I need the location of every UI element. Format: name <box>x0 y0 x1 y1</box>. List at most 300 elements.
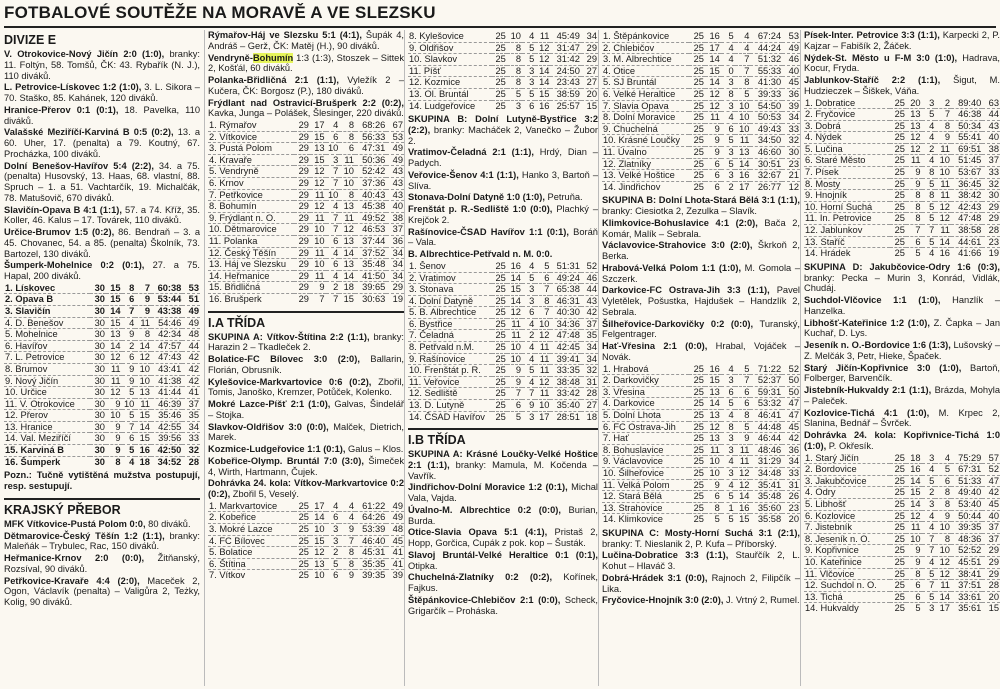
stat-cell: 25 <box>890 591 906 603</box>
result-paragraph <box>804 262 1000 294</box>
stat-cell: 41:66 <box>958 248 982 259</box>
team-cell: 13. Tichá <box>804 591 890 603</box>
result-details: Hrdý, Dian – Padych. <box>408 147 598 169</box>
team-cell: 6. Kozlovice <box>804 510 890 522</box>
result-paragraph <box>804 408 1000 430</box>
stat-cell: 14 <box>735 158 751 170</box>
stat-cell: 3 <box>522 284 535 296</box>
stat-cell: 34 <box>386 270 404 282</box>
stat-cell: 6 <box>705 170 721 182</box>
result-heading: SKUPINA B: Dolní Lutyně-Bystřice 3:2 (2:2), <box>408 114 598 135</box>
stat-cell: 29 <box>982 201 1000 213</box>
stat-cell: 15 <box>310 535 326 547</box>
page-title: FOTBALOVÉ SOUTĚŽE NA MORAVĚ A VE SLEZSKU <box>4 3 436 22</box>
stat-cell: 47:48 <box>951 213 982 225</box>
stat-cell: 4 <box>721 112 735 124</box>
table-row <box>4 421 200 433</box>
stat-cell: 10 <box>906 533 922 545</box>
stat-cell: 11 <box>535 342 550 354</box>
result-paragraph <box>4 227 200 259</box>
stat-cell: 9 <box>135 294 151 306</box>
table-row <box>4 283 200 294</box>
stat-cell: 5 <box>922 109 936 121</box>
stat-cell: 5 <box>735 421 751 433</box>
stat-cell: 46:44 <box>750 433 782 445</box>
team-cell: 13. Strahovice <box>602 502 689 514</box>
stat-cell: 59:31 <box>750 386 782 398</box>
result-heading: Fryčovice-Hnojník 3:0 (2:0), <box>602 595 724 606</box>
stat-cell: 36 <box>782 88 800 100</box>
stat-cell: 41 <box>386 547 404 559</box>
team-cell: 9. Frýdlant n. O. <box>208 212 294 224</box>
stat-cell: 11 <box>935 190 951 202</box>
stat-cell: 33:42 <box>550 388 580 400</box>
stat-cell: 11 <box>135 317 151 329</box>
team-cell: 4. FC Bílovec <box>208 535 294 547</box>
stat-cell: 15 <box>135 410 151 422</box>
result-heading: Určice-Brumov 1:5 (0:2), <box>4 227 115 237</box>
stat-cell: 52:42 <box>355 166 386 178</box>
stat-cell: 9 <box>935 510 951 522</box>
stat-cell: 29 <box>298 293 309 304</box>
team-cell: 6. Krnov <box>208 177 294 189</box>
stat-cell: 5 <box>922 201 936 213</box>
stat-cell: 41:44 <box>151 387 182 399</box>
stat-cell: 9 <box>106 398 122 410</box>
team-cell: 2. Darkovičky <box>602 375 689 387</box>
stat-cell: 47:31 <box>355 143 386 155</box>
stat-cell: 34 <box>782 456 800 468</box>
stat-cell: 34 <box>182 421 200 433</box>
stat-cell: 5 <box>935 464 951 476</box>
stat-cell: 2 <box>326 282 340 294</box>
result-paragraph <box>804 53 1000 75</box>
table-row <box>4 294 200 306</box>
stat-cell: 5 <box>515 411 521 422</box>
stat-cell: 5 <box>326 558 340 570</box>
team-cell: 2. Fryčovice <box>804 109 890 121</box>
stat-cell: 12 <box>735 479 751 491</box>
stat-cell: 25 <box>492 261 507 272</box>
stat-cell: 25 <box>689 146 705 158</box>
stat-cell: 41 <box>386 558 404 570</box>
stat-cell: 5 <box>122 387 136 399</box>
stat-cell: 49:43 <box>750 123 782 135</box>
stat-cell: 10 <box>735 123 751 135</box>
stat-cell: 11 <box>339 154 355 166</box>
stat-cell: 16 <box>135 445 151 457</box>
stat-cell: 9 <box>348 570 354 581</box>
stat-cell: 25 <box>492 330 507 342</box>
stat-cell: 14 <box>339 247 355 259</box>
result-heading: Kozmice-Ludgeřovice 1:1 (0:1), <box>208 444 346 454</box>
stat-cell: 29 <box>294 177 310 189</box>
result-paragraph <box>4 161 200 204</box>
stat-cell: 5 <box>721 398 735 410</box>
stat-cell: 1 <box>721 502 735 514</box>
standings-table-ib-b <box>602 364 800 525</box>
team-cell: 11. Úvalno <box>602 146 689 158</box>
table-row <box>208 177 404 189</box>
stat-cell: 36 <box>386 235 404 247</box>
stat-cell: 10 <box>339 177 355 189</box>
stat-cell: 10 <box>935 167 951 179</box>
result-heading: Jablunkov-Staříč 2:2 (1:1), <box>804 75 941 85</box>
stat-cell: 17 <box>539 411 550 422</box>
stat-cell: 10 <box>310 235 326 247</box>
stat-cell: 25 <box>890 201 906 213</box>
stat-cell: 38 <box>386 212 404 224</box>
stat-cell: 6 <box>735 386 751 398</box>
stat-cell: 9 <box>705 146 721 158</box>
stat-cell: 25 <box>492 342 507 354</box>
result-paragraph <box>804 75 1000 97</box>
table-row <box>602 375 800 387</box>
stat-cell: 12 <box>106 352 122 364</box>
stat-cell: 39:35 <box>362 570 386 581</box>
stat-cell: 15 <box>310 131 326 143</box>
stat-cell: 7 <box>906 225 922 237</box>
team-cell: 4. Dolní Datyně <box>408 295 492 307</box>
result-heading: V. Otrokovice-Nový Jičín 2:0 (1:0), <box>4 49 165 59</box>
stat-cell: 11 <box>906 155 922 167</box>
stat-cell: 7 <box>735 65 751 77</box>
result-heading: Písek-Inter. Petrovice 3:3 (1:1), <box>804 30 940 40</box>
team-cell: 6. Staré Město <box>804 155 890 167</box>
result-paragraph <box>602 285 800 317</box>
result-details: branky: Harazin 2 – Tkadleček 2. <box>208 331 404 353</box>
stat-cell: 12 <box>735 467 751 479</box>
stat-cell: 52 <box>982 464 1000 476</box>
stat-cell: 25 <box>689 421 705 433</box>
team-cell: 11. Veřovice <box>408 376 492 388</box>
stat-cell: 4 <box>522 31 535 42</box>
table-row <box>408 295 598 307</box>
stat-cell: 49 <box>386 143 404 155</box>
stat-cell: 14 <box>906 498 922 510</box>
column-3 <box>404 30 598 686</box>
stat-cell: 39 <box>782 100 800 112</box>
stat-cell: 67 <box>386 120 404 131</box>
result-paragraph <box>208 456 404 478</box>
stat-cell: 10 <box>705 467 721 479</box>
team-cell: 7. L. Petrovice <box>4 352 90 364</box>
stat-cell: 25 <box>689 409 705 421</box>
stat-cell: 7 <box>326 177 340 189</box>
stat-cell: 10 <box>507 342 522 354</box>
stat-cell: 15 <box>135 433 151 445</box>
stat-cell: 30 <box>90 352 106 364</box>
stat-cell: 30 <box>90 398 106 410</box>
table-row <box>804 487 1000 499</box>
stat-cell: 11 <box>535 353 550 365</box>
stat-cell: 23 <box>982 236 1000 248</box>
stat-cell: 8 <box>935 120 951 132</box>
stat-cell: 53:32 <box>750 398 782 410</box>
team-cell: 8. Dolní Moravice <box>602 112 689 124</box>
standings-table-krajsky-prebor <box>208 120 404 305</box>
stat-cell: 8 <box>721 88 735 100</box>
table-row <box>602 433 800 445</box>
stat-cell: 42:34 <box>151 329 182 341</box>
table-row <box>602 386 800 398</box>
result-paragraph <box>804 430 1000 452</box>
stat-cell: 6 <box>326 235 340 247</box>
stat-cell: 10 <box>507 353 522 365</box>
table-row <box>804 510 1000 522</box>
team-cell: 3. Dobrá <box>804 120 890 132</box>
stat-cell: 34 <box>581 31 598 42</box>
stat-cell: 53 <box>386 131 404 143</box>
stat-cell: 48:46 <box>750 444 782 456</box>
stat-cell: 10 <box>310 523 326 535</box>
stat-cell: 28:51 <box>556 411 580 422</box>
stat-cell: 7 <box>935 109 951 121</box>
stat-cell: 15 <box>705 65 721 77</box>
stat-cell: 37:36 <box>355 177 386 189</box>
table-row <box>208 235 404 247</box>
stat-cell: 8 <box>339 189 355 201</box>
stat-cell: 21 <box>782 170 800 182</box>
result-paragraph <box>408 114 598 146</box>
stat-cell: 4 <box>339 512 355 524</box>
stat-cell: 10 <box>935 155 951 167</box>
stat-cell: 4 <box>522 342 535 354</box>
table-row <box>408 42 598 54</box>
table-row <box>602 146 800 158</box>
stat-cell: 30 <box>90 305 106 317</box>
stat-cell: 52:37 <box>750 375 782 387</box>
stat-cell: 37:51 <box>951 580 982 592</box>
stat-cell: 11 <box>735 444 751 456</box>
result-heading: Jistebník-Hukvaldy 2:1 (1:1), <box>804 385 932 396</box>
stat-cell: 7 <box>326 224 340 236</box>
result-details: 80 diváků. <box>145 518 191 529</box>
stat-cell: 12 <box>705 88 721 100</box>
stat-cell: 25 <box>689 491 705 503</box>
stat-cell: 11 <box>935 580 951 592</box>
team-cell: 2. Vítkovice <box>208 131 294 143</box>
stat-cell: 25 <box>693 181 704 192</box>
stat-cell: 16 <box>735 502 751 514</box>
stat-cell: 4 <box>935 453 951 464</box>
table-row <box>208 131 404 143</box>
team-cell: 15. Karviná B <box>4 445 90 457</box>
stat-cell: 35:48 <box>355 259 386 271</box>
stat-cell: 25 <box>689 88 705 100</box>
table-row <box>804 98 1000 109</box>
team-cell: 2. Opava B <box>4 294 90 306</box>
table-row <box>208 189 404 201</box>
stat-cell: 25 <box>492 65 507 77</box>
stat-cell: 56:33 <box>355 131 386 143</box>
stat-cell: 12 <box>906 510 922 522</box>
stat-cell: 4 <box>326 270 340 282</box>
stat-cell: 42 <box>982 487 1000 499</box>
result-paragraph <box>602 595 800 606</box>
stat-cell: 11 <box>705 444 721 456</box>
stat-cell: 4 <box>735 42 751 54</box>
result-paragraph <box>4 531 200 553</box>
table-row <box>408 77 598 89</box>
result-details: Pavel Vyletělek, Pošustka, Hajdušek – Handzlík 2, Sebrala. <box>602 285 800 317</box>
result-paragraph <box>408 482 598 504</box>
stat-cell: 23:43 <box>550 77 580 89</box>
stat-cell: 6 <box>326 512 340 524</box>
stat-cell: 25 <box>492 365 507 377</box>
team-cell: 2. Vratimov <box>408 272 492 284</box>
stat-cell: 5 <box>922 213 936 225</box>
column-5 <box>800 30 1000 686</box>
table-row <box>602 479 800 491</box>
stat-cell: 6 <box>339 143 355 155</box>
stat-cell: 3 <box>522 65 535 77</box>
team-cell: 14. Hukvaldy <box>805 603 859 614</box>
table-row <box>602 135 800 147</box>
stat-cell: 3 <box>721 100 735 112</box>
stat-cell: 53:44 <box>151 294 182 306</box>
section-heading-ib-trida: I.B TŘÍDA <box>408 428 598 448</box>
stat-cell: 25 <box>689 112 705 124</box>
stat-cell: 27 <box>581 400 598 412</box>
stat-cell: 2 <box>935 98 951 109</box>
stat-cell: 25 <box>492 54 507 66</box>
stat-cell: 25 <box>689 123 705 135</box>
stat-cell: 4 <box>922 464 936 476</box>
stat-cell: 29 <box>982 545 1000 557</box>
table-row <box>602 514 800 525</box>
stat-cell: 4 <box>122 317 136 329</box>
stat-cell: 25 <box>294 523 310 535</box>
stat-cell: 29 <box>294 224 310 236</box>
table-row <box>804 213 1000 225</box>
stat-cell: 25 <box>492 307 507 319</box>
stat-cell: 37 <box>182 398 200 410</box>
result-details: Šigut, M. Hudzieczek – Šiškek, Váňa. <box>804 75 1000 96</box>
stat-cell: 25 <box>689 100 705 112</box>
team-cell: 1. Starý Jičín <box>804 453 890 464</box>
stat-cell: 3 <box>721 375 735 387</box>
stat-cell: 32 <box>782 135 800 147</box>
table-row <box>804 522 1000 534</box>
stat-cell: 5 <box>535 261 550 272</box>
table-row <box>408 284 598 296</box>
stat-cell: 42 <box>782 433 800 445</box>
stat-cell: 5 <box>922 475 936 487</box>
stat-cell: 29 <box>294 189 310 201</box>
stat-cell: 42:55 <box>151 421 182 433</box>
team-cell: 4. Kravaře <box>208 154 294 166</box>
result-heading: Nýdek-St. Město u F-M 3:0 (1:0), <box>804 52 958 63</box>
stat-cell: 25 <box>492 353 507 365</box>
result-paragraph <box>208 332 404 354</box>
stat-cell: 30:51 <box>750 158 782 170</box>
table-row <box>4 433 200 445</box>
masthead <box>4 2 996 28</box>
stat-cell: 12 <box>788 181 799 192</box>
stat-cell: 7 <box>922 225 936 237</box>
stat-cell: 11 <box>507 330 522 342</box>
result-details: Vyležík 2 – Kučera, ČK: Borgosz (P.), 180 diváků. <box>208 75 404 96</box>
stat-cell: 3 <box>721 77 735 89</box>
stat-cell: 31:29 <box>750 456 782 468</box>
table-row <box>208 259 404 271</box>
result-details: Stauřčík 2, L. Kohut – Hlaváč 3. <box>602 550 800 572</box>
stat-cell: 11 <box>339 212 355 224</box>
stat-cell: 51:33 <box>951 475 982 487</box>
stat-cell: 18 <box>586 411 597 422</box>
stat-cell: 30:63 <box>362 293 386 304</box>
stat-cell: 3 <box>721 146 735 158</box>
table-row <box>602 54 800 66</box>
team-cell: 1. Hrabová <box>602 364 689 375</box>
stat-cell: 9 <box>735 433 751 445</box>
stat-cell: 25 <box>890 475 906 487</box>
stat-cell: 11 <box>935 143 951 155</box>
stat-cell: 5 <box>122 410 136 422</box>
stat-cell: 15 <box>106 283 122 294</box>
stat-cell: 11 <box>310 270 326 282</box>
stat-cell: 41:50 <box>355 270 386 282</box>
table-row <box>208 212 404 224</box>
table-row <box>804 236 1000 248</box>
team-cell: 10. Šilheřovice <box>602 467 689 479</box>
result-paragraph <box>4 260 200 282</box>
stat-cell: 11 <box>735 456 751 468</box>
table-row <box>408 65 598 77</box>
table-row <box>602 181 800 192</box>
stat-cell: 25 <box>492 42 507 54</box>
team-cell: 13. Hranice <box>4 421 90 433</box>
stat-cell: 19 <box>988 248 999 259</box>
stat-cell: 37:44 <box>355 235 386 247</box>
stat-cell: 7 <box>122 421 136 433</box>
stat-cell: 25 <box>890 190 906 202</box>
stat-cell: 7 <box>122 305 136 317</box>
stat-cell: 46:38 <box>951 109 982 121</box>
result-heading: Hrabová-Velká Polom 1:1 (1:0), <box>602 262 742 273</box>
stat-cell: 30 <box>90 283 106 294</box>
stat-cell: 4 <box>522 318 535 330</box>
stat-cell: 6 <box>705 158 721 170</box>
stat-cell: 38:42 <box>951 190 982 202</box>
stat-cell: 43 <box>386 189 404 201</box>
table-row <box>408 307 598 319</box>
stat-cell: 49 <box>782 42 800 54</box>
stat-cell: 30 <box>94 456 105 467</box>
stat-cell: 12 <box>906 143 922 155</box>
team-cell: 3. Vřesina <box>602 386 689 398</box>
stat-cell: 44:48 <box>750 421 782 433</box>
stat-cell: 15 <box>310 154 326 166</box>
result-details: Malček, Dietrich, Marek. <box>208 421 404 443</box>
stat-cell: 30 <box>90 421 106 433</box>
stat-cell: 8 <box>935 498 951 510</box>
team-cell: 14. Hrádek <box>805 248 851 259</box>
table-row <box>602 88 800 100</box>
table-row <box>208 224 404 236</box>
stat-cell: 25 <box>890 213 906 225</box>
stat-cell: 25 <box>894 603 905 614</box>
stat-cell: 4 <box>922 556 936 568</box>
stat-cell: 12 <box>535 54 550 66</box>
stat-cell: 6 <box>122 294 136 306</box>
result-paragraph <box>4 205 200 227</box>
result-paragraph <box>602 341 800 363</box>
result-details: 34. a 75. (penalta) Husovský, 13. Haas, 68. vlastní, 88. Spruch – 1. a 51. Vachtarčík, 19. Michalčák, 78. Matušovič, 670 diváků. <box>4 160 200 203</box>
stat-cell: 6 <box>122 352 136 364</box>
table-row <box>804 603 1000 614</box>
